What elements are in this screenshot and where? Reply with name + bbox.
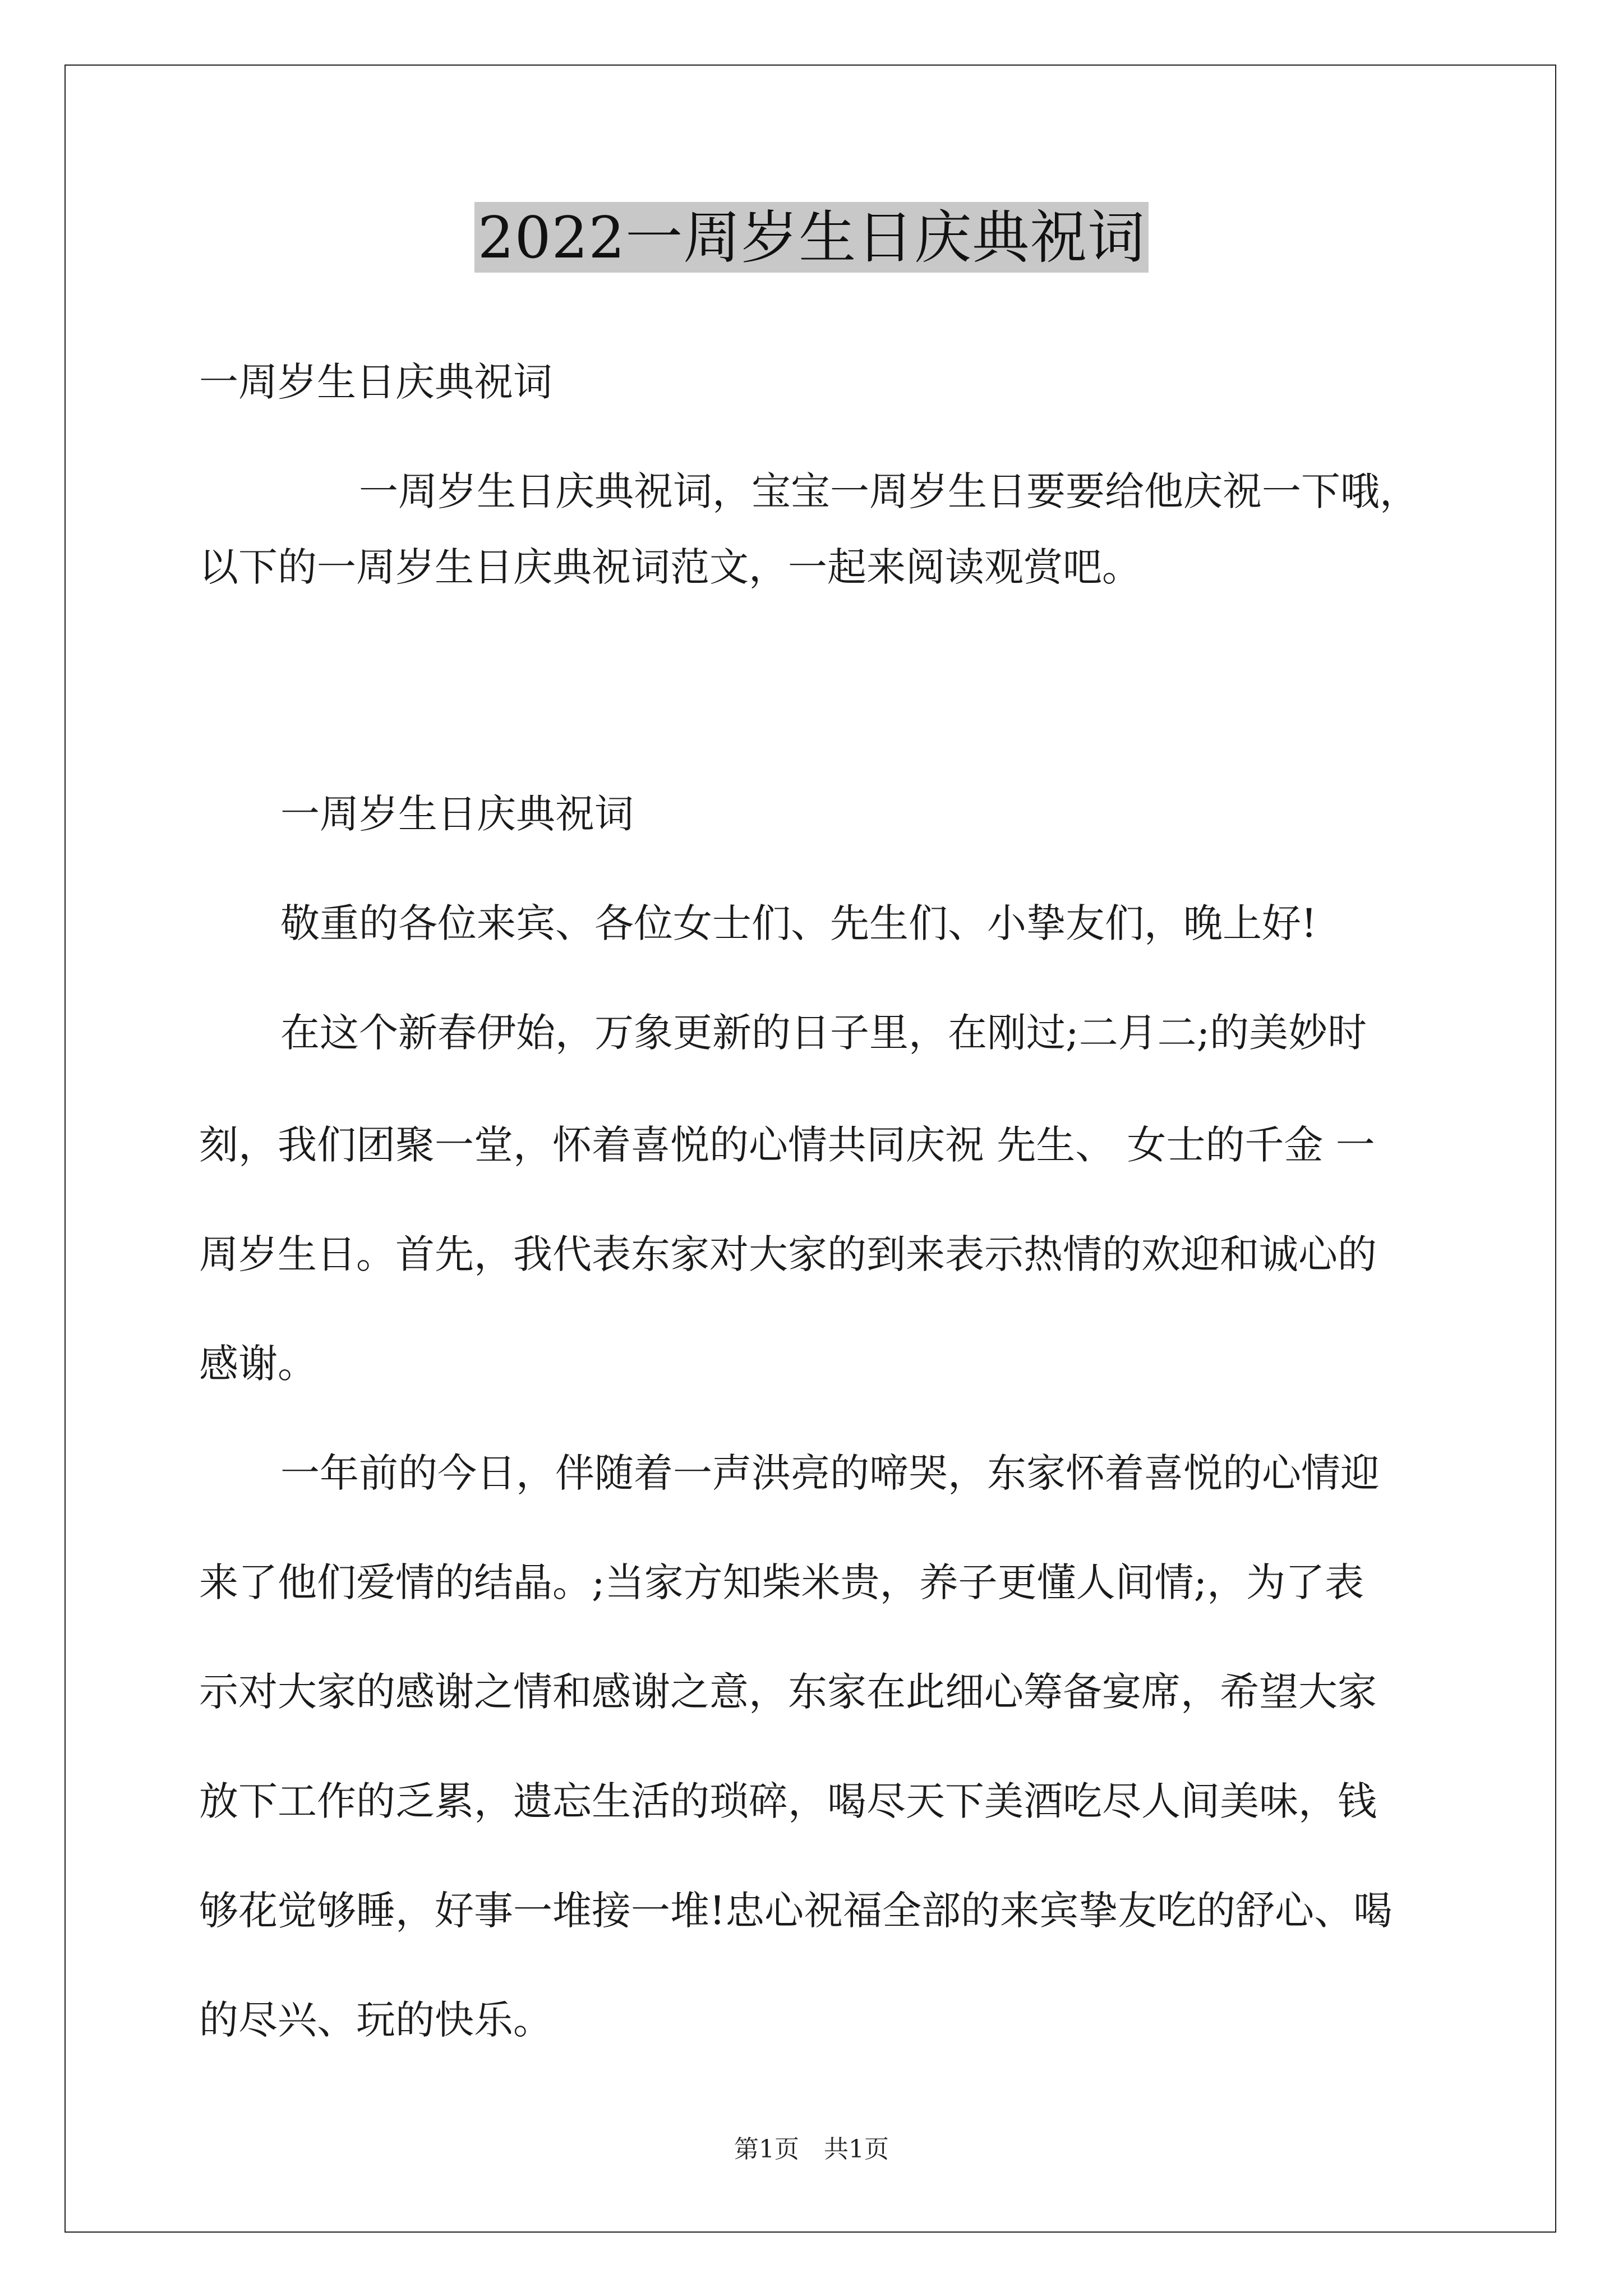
paragraph-line: 在这个新春伊始，万象更新的日子里，在刚过;二月二;的美妙时 bbox=[280, 1010, 1367, 1056]
paragraph-line: 的尽兴、玩的快乐。 bbox=[199, 1997, 552, 2043]
paragraph-line: 示对大家的感谢之情和感谢之意，东家在此细心筹备宴席，希望大家 bbox=[199, 1669, 1377, 1715]
intro-line: 以下的一周岁生日庆典祝词范文，一起来阅读观赏吧。 bbox=[199, 544, 1141, 590]
document-title: 2022一周岁生日庆典祝词 bbox=[474, 202, 1149, 273]
subtitle: 一周岁生日庆典祝词 bbox=[199, 359, 552, 405]
paragraph-line: 周岁生日。首先，我代表东家对大家的到来表示热情的欢迎和诚心的 bbox=[199, 1231, 1377, 1277]
page-footer: 第1页 共1页 bbox=[734, 2135, 889, 2164]
section-heading: 一周岁生日庆典祝词 bbox=[280, 791, 634, 837]
greeting: 敬重的各位来宾、各位女士们、先生们、小挚友们，晚上好! bbox=[280, 900, 1317, 946]
paragraph-line: 来了他们爱情的结晶。;当家方知柴米贵，养子更懂人间情;，为了表 bbox=[199, 1559, 1364, 1605]
intro-line: 一周岁生日庆典祝词，宝宝一周岁生日要要给他庆祝一下哦， bbox=[359, 468, 1419, 514]
title-container bbox=[0, 202, 1623, 273]
paragraph-line: 放下工作的乏累，遗忘生活的琐碎，喝尽天下美酒吃尽人间美味，钱 bbox=[199, 1778, 1377, 1824]
paragraph-line: 够花觉够睡，好事一堆接一堆!忠心祝福全部的来宾挚友吃的舒心、喝 bbox=[199, 1888, 1393, 1934]
paragraph-line: 一年前的今日，伴随着一声洪亮的啼哭，东家怀着喜悦的心情迎 bbox=[280, 1450, 1380, 1496]
paragraph-line: 刻，我们团聚一堂，怀着喜悦的心情共同庆祝 先生、 女士的千金 一 bbox=[199, 1122, 1375, 1168]
paragraph-line: 感谢。 bbox=[199, 1341, 317, 1387]
